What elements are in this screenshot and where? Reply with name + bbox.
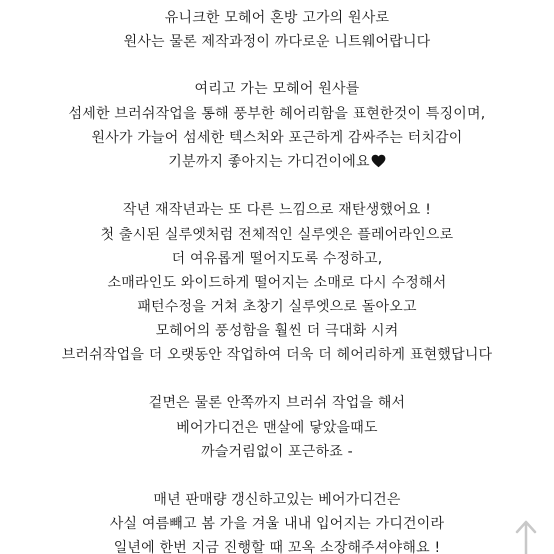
- text-line-3: 여리고 가는 모헤어 원사를: [194, 81, 360, 97]
- text-line-1: 유니크한 모헤어 혼방 고가의 원사로: [164, 10, 390, 26]
- text-line-18: 사실 여름빼고 봄 가을 겨울 내내 입어지는 가디건이라: [109, 516, 445, 532]
- text-line-6-text: 기분까지 좋아지는 가디건이에요: [168, 154, 370, 170]
- text-line-12: 모헤어의 풍성함을 훨씬 더 극대화 시켜: [155, 323, 399, 339]
- black-heart-icon: [371, 154, 386, 174]
- text-line-4: 섬세한 브러쉬작업을 통해 풍부한 헤어리함을 표현한것이 특징이며,: [68, 106, 486, 122]
- text-line-14: 겉면은 물론 안쪽까지 브러쉬 작업을 해서: [148, 395, 406, 411]
- text-line-19: 일년에 한번 지금 진행할 때 꼬옥 소장해주셔야해요 !: [113, 540, 441, 554]
- text-line-11: 패턴수정을 거쳐 초창기 실루엣으로 돌아오고: [137, 299, 417, 315]
- text-line-15: 베어가디건은 맨살에 닿았을때도: [176, 420, 378, 436]
- text-line-10: 소매라인도 와이드하게 떨어지는 소매로 다시 수정해서: [107, 275, 447, 291]
- text-line-16: 까슬거림없이 포근하죠 -: [201, 444, 353, 460]
- scroll-to-top-button[interactable]: [514, 520, 538, 554]
- text-line-8: 첫 출시된 실루엣처럼 전체적인 실루엣은 플레어라인으로: [100, 227, 454, 243]
- text-line-13: 브러쉬작업을 더 오랫동안 작업하여 더욱 더 헤어리하게 표현했답니다: [61, 347, 493, 363]
- text-line-7: 작년 재작년과는 또 다른 느낌으로 재탄생했어요 !: [122, 202, 432, 218]
- text-line-2: 원사는 물론 제작과정이 까다로운 니트웨어랍니다: [123, 34, 431, 50]
- text-line-5: 원사가 가늘어 섬세한 텍스처와 포근하게 감싸주는 터치감이: [91, 130, 463, 146]
- text-line-9: 더 여유롭게 떨어지도록 수정하고,: [171, 251, 383, 267]
- text-line-17: 매년 판매량 갱신하고있는 베어가디건은: [153, 492, 401, 508]
- up-arrow-icon: [514, 520, 538, 554]
- text-line-6: [0, 152, 554, 174]
